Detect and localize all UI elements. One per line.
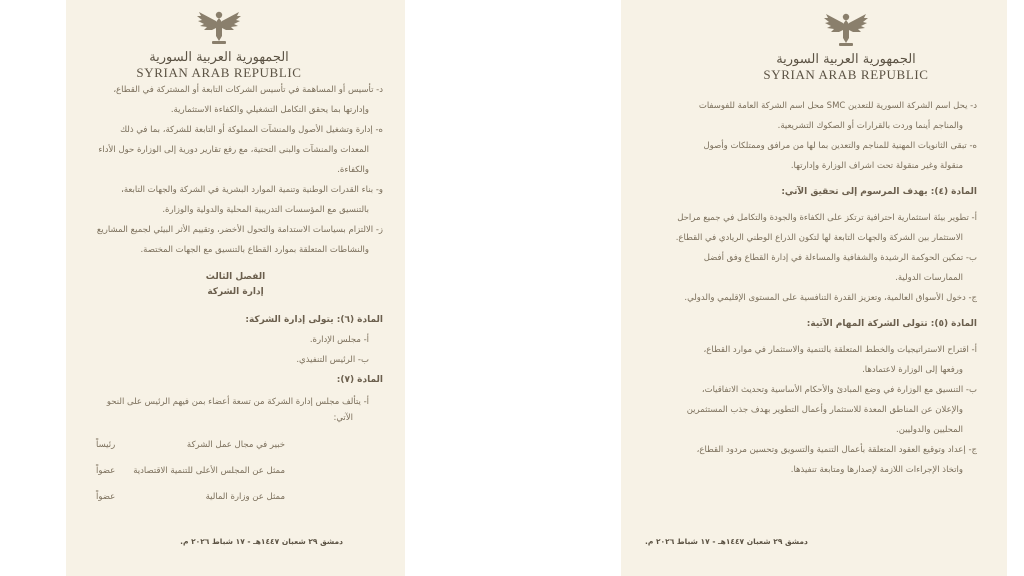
eagle-emblem-icon	[822, 10, 870, 48]
text-line: وإدارتها بما يحقق التكامل التشغيلي والكفاءة الاستثمارية.	[170, 105, 369, 115]
article-heading: المادة (٦): يتولى إدارة الشركة:	[245, 315, 383, 325]
page-body	[88, 80, 383, 510]
member-description: ممثل عن وزارة المالية	[205, 492, 285, 502]
article-heading: المادة (٧):	[336, 375, 383, 385]
text-line: والنشاطات المتعلقة بموارد القطاع بالتنسيق مع الجهات المختصة.	[140, 245, 369, 255]
page-header	[751, 10, 941, 83]
document-page-right	[621, 0, 1007, 576]
member-description: ممثل عن المجلس الأعلى للتنمية الاقتصادية	[133, 466, 285, 476]
document-page-left	[66, 0, 405, 576]
member-role: عضواً	[96, 466, 116, 476]
article-item: أ- تطوير بيئة استثمارية احترافية ترتكز على الكفاءة والجودة والتكامل في جميع مراحل	[677, 213, 977, 223]
page-footer-date: دمشق ٢٩ شعبان ١٤٤٧هـ - ١٧ شباط ٢٠٢٦ م.	[180, 537, 343, 546]
article-item: المحليين والدوليين.	[896, 425, 963, 435]
republic-name-english: SYRIAN ARAB REPUBLIC	[136, 65, 302, 80]
text-line: و- بناء القدرات الوطنية وتنمية الموارد البشرية في الشركة والجهات التابعة،	[121, 185, 383, 195]
article-item: أ- يتألف مجلس إدارة الشركة من تسعة أعضاء بمن فيهم الرئيس على النحو	[106, 397, 369, 407]
eagle-emblem-icon	[195, 8, 243, 46]
page-header	[124, 8, 314, 81]
text-line: ه- إدارة وتشغيل الأصول والمنشآت المملوكة أو التابعة للشركة، بما في ذلك	[120, 125, 383, 135]
member-role: رئيساً	[96, 440, 116, 450]
board-member-row	[88, 458, 383, 484]
article-item: أ- اقتراح الاستراتيجيات والخطط المتعلقة بالتنمية والاستثمار في موارد القطاع،	[703, 345, 977, 355]
republic-name-arabic: الجمهورية العربية السورية	[149, 50, 289, 65]
board-member-row	[88, 484, 383, 510]
article-item: أ- مجلس الإدارة.	[309, 335, 369, 345]
article-heading: المادة (٤): يهدف المرسوم إلى تحقيق الآتي:	[781, 187, 977, 197]
article-item: ب- التنسيق مع الوزارة في وضع المبادئ والأحكام الأساسية وتحديث الاتفاقيات،	[701, 385, 977, 395]
text-line: المعدات والمنشآت والبنى التحتية، مع رفع تقارير دورية إلى الوزارة حول الأداء	[98, 145, 369, 155]
article-item: الاستثمار بين الشركة والجهات التابعة لها لتكون الذراع الوطني الريادي في القطاع.	[675, 233, 963, 243]
page-footer-date: دمشق ٢٩ شعبان ١٤٤٧هـ - ١٧ شباط ٢٠٢٦ م.	[645, 537, 808, 546]
member-role: عضواً	[96, 492, 116, 502]
article-item: ج- دخول الأسواق العالمية، وتعزيز القدرة التنافسية على المستوى الإقليمي والدولي.	[684, 293, 977, 303]
article-item: واتخاذ الإجراءات اللازمة لإصدارها ومتابعة تنفيذها.	[790, 465, 963, 475]
article-item: ب- تمكين الحوكمة الرشيدة والشفافية والمساءلة في إدارة القطاع وفق أفضل	[703, 253, 977, 263]
article-item: ج- إعداد وتوقيع العقود المتعلقة بأعمال التنمية والتسويق وتحسين مردود القطاع،	[696, 445, 977, 455]
text-line: د- تأسيس أو المساهمة في تأسيس الشركات التابعة أو المشتركة في القطاع،	[113, 85, 383, 95]
text-line: ه- تبقى الثانويات المهنية للمناجم والتعدين بما لها من مرافق وممتلكات وأصول	[703, 141, 977, 151]
board-member-row	[88, 432, 383, 458]
article-item: والإعلان عن المناطق المعدة للاستثمار وأعمال التطوير بهدف جذب المستثمرين	[686, 405, 963, 415]
republic-name-english: SYRIAN ARAB REPUBLIC	[763, 67, 929, 82]
text-line: منقولة وغير منقولة تحت اشراف الوزارة وإدارتها.	[790, 161, 963, 171]
member-description: خبير في مجال عمل الشركة	[186, 440, 285, 450]
article-heading: المادة (٥): تتولى الشركة المهام الآتية:	[806, 319, 977, 329]
text-line: والمناجم أينما وردت بالقرارات أو الصكوك التشريعية.	[777, 121, 963, 131]
text-line: ز- الالتزام بسياسات الاستدامة والتحول الأخضر، وتقييم الأثر البيئي لجميع المشاريع	[96, 225, 383, 235]
chapter-subtitle: إدارة الشركة	[207, 287, 264, 297]
chapter-title: الفصل الثالث	[205, 272, 266, 282]
republic-name-arabic: الجمهورية العربية السورية	[776, 52, 916, 67]
text-line: والكفاءة.	[337, 165, 369, 175]
text-line: بالتنسيق مع المؤسسات التدريبية المحلية والدولية والوزارة.	[162, 205, 369, 215]
article-item: ورفعها إلى الوزارة لاعتمادها.	[862, 365, 963, 375]
page-body	[663, 96, 977, 480]
article-item: الممارسات الدولية.	[895, 273, 963, 283]
text-line: د- يحل اسم الشركة السورية للتعدين SMC محل اسم الشركة العامة للفوسفات	[698, 101, 977, 111]
article-item: الآتي:	[333, 413, 353, 423]
article-item: ب- الرئيس التنفيذي.	[296, 355, 369, 365]
